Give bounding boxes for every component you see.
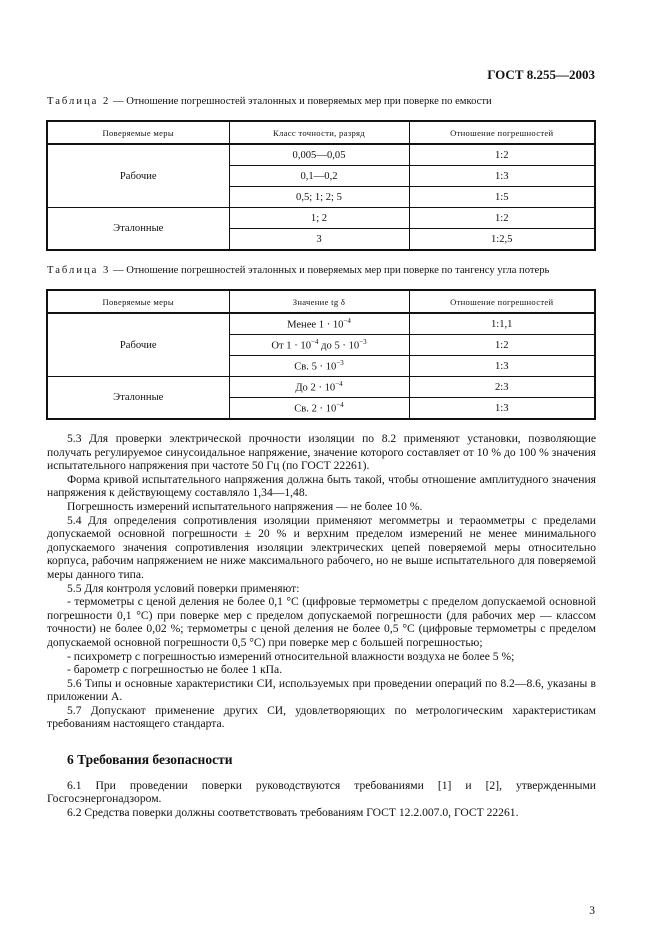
col-header: Отношение погрешностей <box>409 121 595 144</box>
body-text <box>47 432 596 819</box>
cell: 1:2 <box>409 208 595 229</box>
group-cell: Рабочие <box>47 144 229 208</box>
cell: 2:3 <box>409 377 595 398</box>
standard-header: ГОСТ 8.255—2003 <box>487 67 595 82</box>
cell: Менее $1 \cdot 10^{-4}$ <box>229 313 409 335</box>
paragraph: Форма кривой испытательного напряжения должна быть такой, чтобы отношение амплитудного значения напряжения к действующему составляло 1,34—1,48. <box>47 472 596 500</box>
cell: Св. $5 \cdot 10^{-3}$ <box>229 356 409 377</box>
caption-label: Таблица 2 <box>47 96 111 107</box>
cell: 1:5 <box>409 187 595 208</box>
table2-caption <box>47 96 492 107</box>
cell: 1:3 <box>409 356 595 377</box>
paragraph: - барометр с погрешностью не более 1 кПа. <box>67 663 283 677</box>
table3 <box>46 289 596 420</box>
cell: До $2 \cdot 10^{-4}$ <box>229 377 409 398</box>
group-cell: Эталонные <box>47 208 229 251</box>
cell: 1:1,1 <box>409 313 595 335</box>
paragraph: 5.4 Для определения сопротивления изоляции применяют мегомметры и тераомметры с пределами допускаемой основной погрешности ± 20 % и верхним пределом измерений не менее минимального допускаемого значения сопротивления изоляции электрических цепей поверяемой меры относительно корпуса, рабочим напряжением не ниже максимального рабочего, но не выше испытательного для поверяемой меры данного типа. <box>47 513 596 581</box>
table-row <box>47 144 595 166</box>
cell: 1; 2 <box>229 208 409 229</box>
paragraph: 5.5 Для контроля условий поверки применяют: <box>67 581 300 595</box>
group-cell: Эталонные <box>47 377 229 420</box>
cell: 1:3 <box>409 166 595 187</box>
caption-text: — Отношение погрешностей эталонных и поверяемых мер при поверке по емкости <box>110 96 492 107</box>
cell: Св. $2 \cdot 10^{-4}$ <box>229 398 409 420</box>
cell: От $1 \cdot 10^{-4}$ до $5 \cdot 10^{-3}$ <box>229 335 409 356</box>
cell: 1:2 <box>409 144 595 166</box>
paragraph: 6.1 При проведении поверки руководствуются требованиями [1] и [2], утвержденными Госгосэнергонадзором. <box>47 778 596 806</box>
col-header: Значение tg δ <box>229 290 409 313</box>
table2 <box>46 120 596 251</box>
cell: 0,005—0,05 <box>229 144 409 166</box>
group-cell: Рабочие <box>47 313 229 377</box>
section-heading: 6 Требования безопасности <box>67 752 233 768</box>
paragraph: - психрометр с погрешностью измерений относительной влажности воздуха не более 5 %; <box>67 649 515 663</box>
col-header: Отношение погрешностей <box>409 290 595 313</box>
paragraph: - термометры с ценой деления не более 0,1 °С (цифровые термометры с пределом допускаемой основной погрешности 0,1 °С) при поверке мер с пределом допускаемой погрешности (для рабочих мер — классом точности) не более 0,02 %; термометры с ценой деления не более 0,5 °С (цифровые термометры с пределом допускаемой основной погрешности 0,5 °С) при поверке мер с большей погрешностью; <box>47 595 596 649</box>
cell: 1:2,5 <box>409 229 595 251</box>
col-header: Поверяемые меры <box>47 290 229 313</box>
table-row <box>47 377 595 398</box>
cell: 1:2 <box>409 335 595 356</box>
paragraph: Погрешность измерений испытательного напряжения — не более 10 %. <box>67 499 423 513</box>
paragraph: 5.6 Типы и основные характеристики СИ, используемых при проведении операций по 8.2—8.6, указаны в приложении А. <box>47 676 596 704</box>
cell: 1:3 <box>409 398 595 420</box>
col-header: Класс точности, разряд <box>229 121 409 144</box>
paragraph: 5.7 Допускают применение других СИ, удовлетворяющих по метрологическим характеристикам требованиям настоящего стандарта. <box>47 703 596 731</box>
cell: 0,5; 1; 2; 5 <box>229 187 409 208</box>
page-number: 3 <box>589 905 595 917</box>
caption-label: Таблица 3 <box>47 265 111 276</box>
table-row <box>47 208 595 229</box>
paragraph: 6.2 Средства поверки должны соответствовать требованиям ГОСТ 12.2.007.0, ГОСТ 22261. <box>67 805 519 819</box>
table3-caption <box>47 265 549 276</box>
caption-text: — Отношение погрешностей эталонных и поверяемых мер при поверке по тангенсу угла потерь <box>110 265 550 276</box>
paragraph: 5.3 Для проверки электрической прочности изоляции по 8.2 применяют установки, позволяющие получать регулируемое синусоидальное напряжение, значение которого составляет от 10 % до 100 % значения испытательного напряжения при частоте 50 Гц (по ГОСТ 22261). <box>47 432 596 473</box>
cell: 3 <box>229 229 409 251</box>
cell: 0,1—0,2 <box>229 166 409 187</box>
table-row <box>47 313 595 335</box>
col-header: Поверяемые меры <box>47 121 229 144</box>
